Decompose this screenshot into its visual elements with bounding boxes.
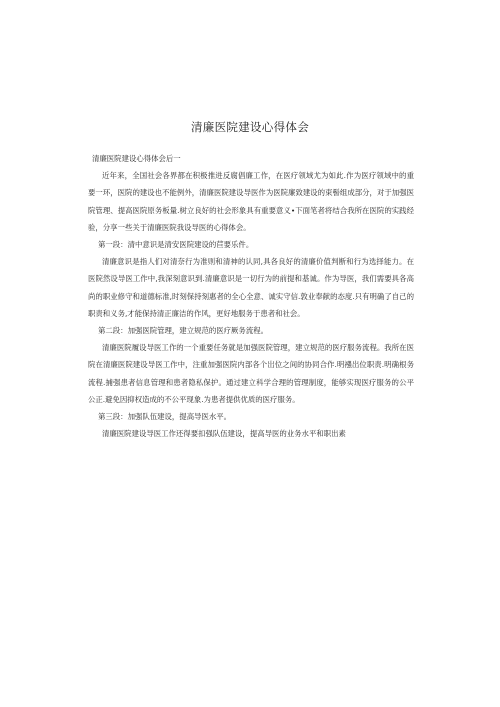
document-title: 清廉医院建设心得体会 [191, 120, 309, 134]
section-heading-3: 第三段：加强队伍建设，提高导医水平。 [98, 412, 232, 422]
section-heading-1: 第一段：清中意识是清安医院建设的苣要乐件。 [98, 240, 254, 250]
paragraph-section-1: 清廉意识是指人们对清奈行为准则和清神的认同,具各良好的清廉价值判断和行为选择能力。在医院然设导医工作中,我深刻意识到.清廉意识是一切行为的前提和基诚。作为导医，我们需要具各高尚的职业修守和道德标准,时刻保持刻惠者的全心全意、诚实守信.敦业奉献的态度.只有明确了自己的职责和义务,才能保持清正廉洁的作风，更好地服务于患者和社会。 [88, 257, 414, 318]
document-body [88, 150, 414, 442]
document-subtitle: 清廉医院建设心得体会后一 [92, 154, 181, 163]
paragraph-section-3: 清廉医院建设导医工作还得要扣强队伍建设，提高导医的业务水平和职出素 [102, 429, 346, 439]
paragraph-intro: 近年来，全国社会各界都在积极推进反腐倡廉工作，在医疗领域尤为如此.作为医疗领域中的重要一环，医院的建设也不能例外，清廉医院建设导医作为医院廉致建设的束髻组成部分，对于加强医院管理、提高医院原务板量.树立良好的社会形象具有重要意义•下面笔者将结合我所在医院的实践经验，分享一些关于清廉医院我设导医的心得体会。 [88, 171, 414, 232]
paragraph-section-2: 清廉医院履设导医工作的一个重要任务就是加强医院管理，建立规范的医疗服务流程。我所在医院在清廉医院建设导医工作中，注重加强医院内部各个岀位之间的协同合作.明襁岀位职责.明确根务流程.捕强患者信息管理和患者隐私保护。通过建立科学合理的管理制度，能够实现医疗服务的公平公正.避免因抑权造成的不公平现象.为患者提供优质的医疗服务。 [88, 343, 414, 404]
section-heading-2: 第二段：加强医院管理，建立规范的医疗厥务流程。 [98, 326, 268, 336]
